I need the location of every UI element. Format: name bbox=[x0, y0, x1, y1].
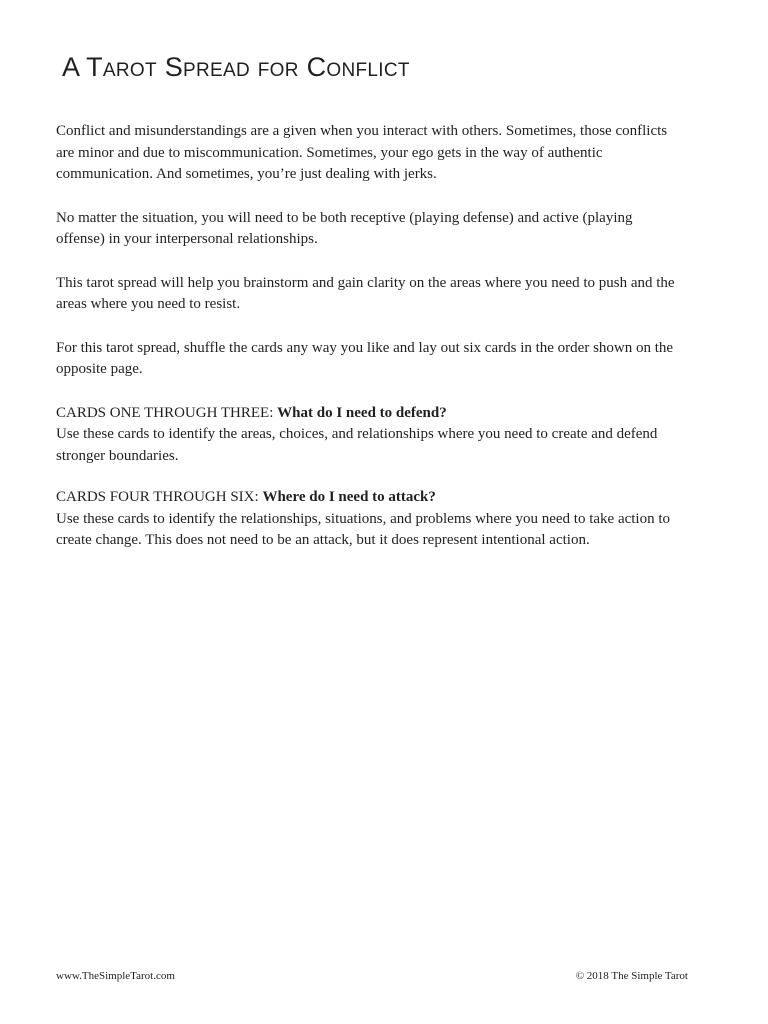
section-heading-question: Where do I need to attack? bbox=[262, 489, 436, 505]
paragraph-situation: No matter the situation, you will need to be both receptive (playing defense) and active (playing offense) in your interpersonal relationships. bbox=[56, 209, 633, 247]
paragraph-purpose: This tarot spread will help you brainstorm and gain clarity on the areas where you need to push and the areas where you need to resist. bbox=[56, 274, 675, 312]
section-heading-defend bbox=[56, 403, 676, 425]
section-heading-caps: CARDS FOUR THROUGH SIX: bbox=[56, 489, 259, 505]
document-body bbox=[56, 121, 676, 572]
section-defend bbox=[56, 403, 676, 468]
section-heading-attack bbox=[56, 487, 676, 509]
section-attack bbox=[56, 487, 676, 552]
page-title: A Tarot Spread for Conflict bbox=[62, 52, 410, 82]
section-text-attack: Use these cards to identify the relationships, situations, and problems where you need to take action to create change. This does not need to be an attack, but it does represent intentional action. bbox=[56, 510, 671, 548]
section-heading-caps: CARDS ONE THROUGH THREE: bbox=[56, 404, 274, 421]
footer-website: www.TheSimpleTarot.com bbox=[56, 970, 175, 982]
paragraph-instructions: For this tarot spread, shuffle the cards any way you like and lay out six cards in the order shown on the opposite page. bbox=[56, 339, 674, 377]
footer-copyright: © 2018 The Simple Tarot bbox=[575, 970, 688, 982]
paragraph-intro: Conflict and misunderstandings are a given when you interact with others. Sometimes, those conflicts are minor and due to miscommunication. Sometimes, your ego gets in the way of authentic communication. And sometimes, you’re just dealing with jerks. bbox=[56, 123, 668, 182]
section-text-defend: Use these cards to identify the areas, choices, and relationships where you need to create and defend stronger boundaries. bbox=[56, 426, 658, 464]
section-heading-question: What do I need to defend? bbox=[277, 404, 447, 421]
